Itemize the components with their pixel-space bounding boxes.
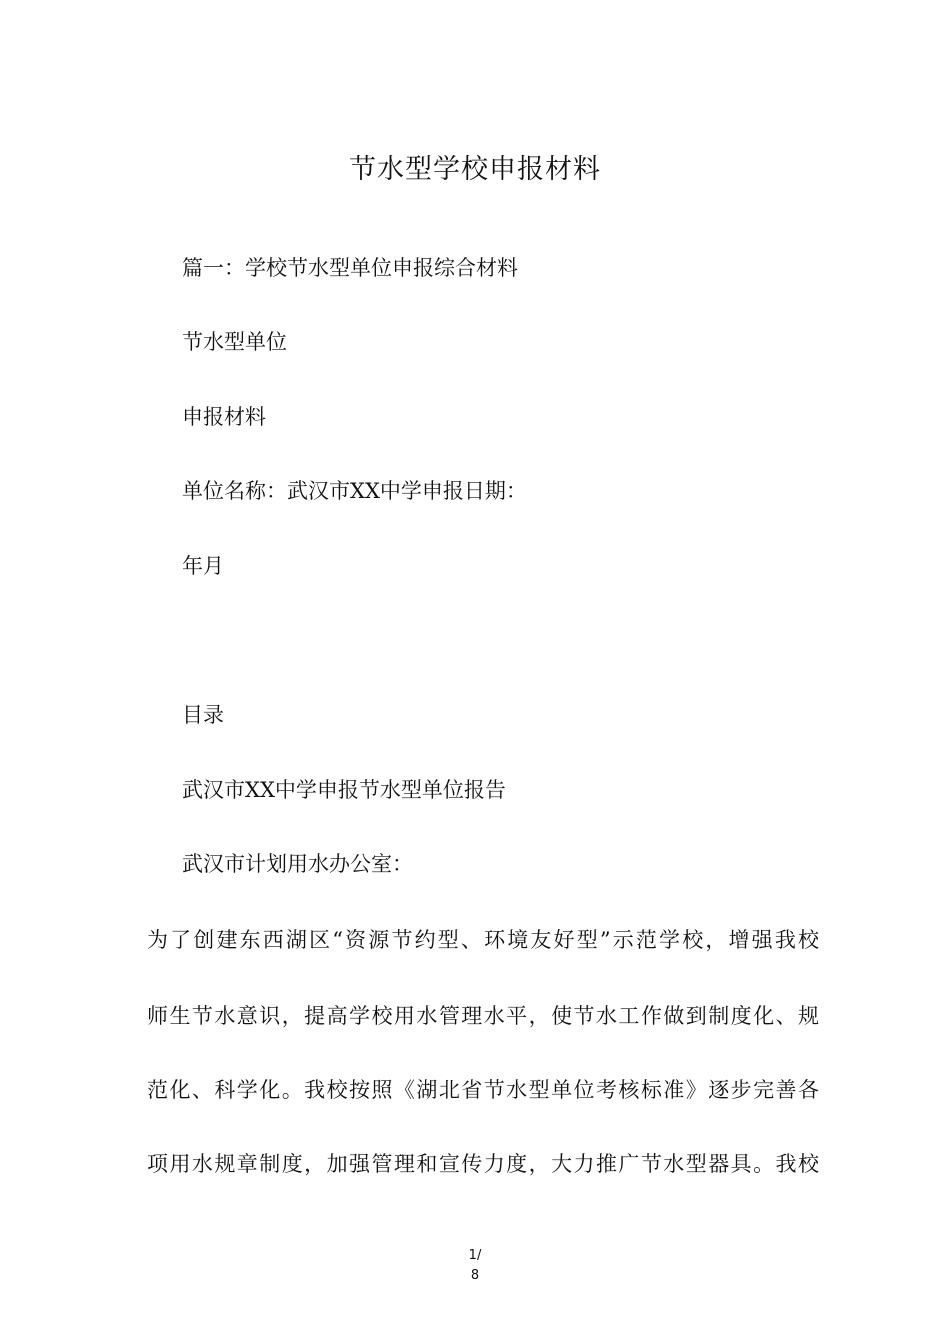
page-number-top: 1/ xyxy=(468,1248,482,1263)
document-title: 节水型学校申报材料 xyxy=(349,154,601,185)
body-paragraph-line: 为了创建东西湖区“资源节约型、环境友好型”示范学校，增强我校 xyxy=(147,928,819,952)
body-paragraph-line: 项用水规章制度，加强管理和宣传力度，大力推广节水型器具。我校 xyxy=(147,1152,819,1176)
section-heading: 篇一：学校节水型单位申报综合材料 xyxy=(182,256,518,280)
material-line: 申报材料 xyxy=(182,405,266,429)
unit-type-line: 节水型单位 xyxy=(182,330,287,354)
recipient-line: 武汉市计划用水办公室： xyxy=(182,852,413,876)
body-paragraph-line: 范化、科学化。我校按照《湖北省节水型单位考核标准》逐步完善各 xyxy=(147,1078,819,1102)
date-line: 年月 xyxy=(182,554,224,578)
page-number-bottom: 8 xyxy=(470,1268,480,1283)
toc-heading: 目录 xyxy=(182,703,224,727)
unit-name-line: 单位名称：武汉市XX中学申报日期： xyxy=(182,479,527,503)
report-title-line: 武汉市XX中学申报节水型单位报告 xyxy=(182,778,506,802)
body-paragraph-line: 师生节水意识，提高学校用水管理水平，使节水工作做到制度化、规 xyxy=(147,1004,819,1028)
